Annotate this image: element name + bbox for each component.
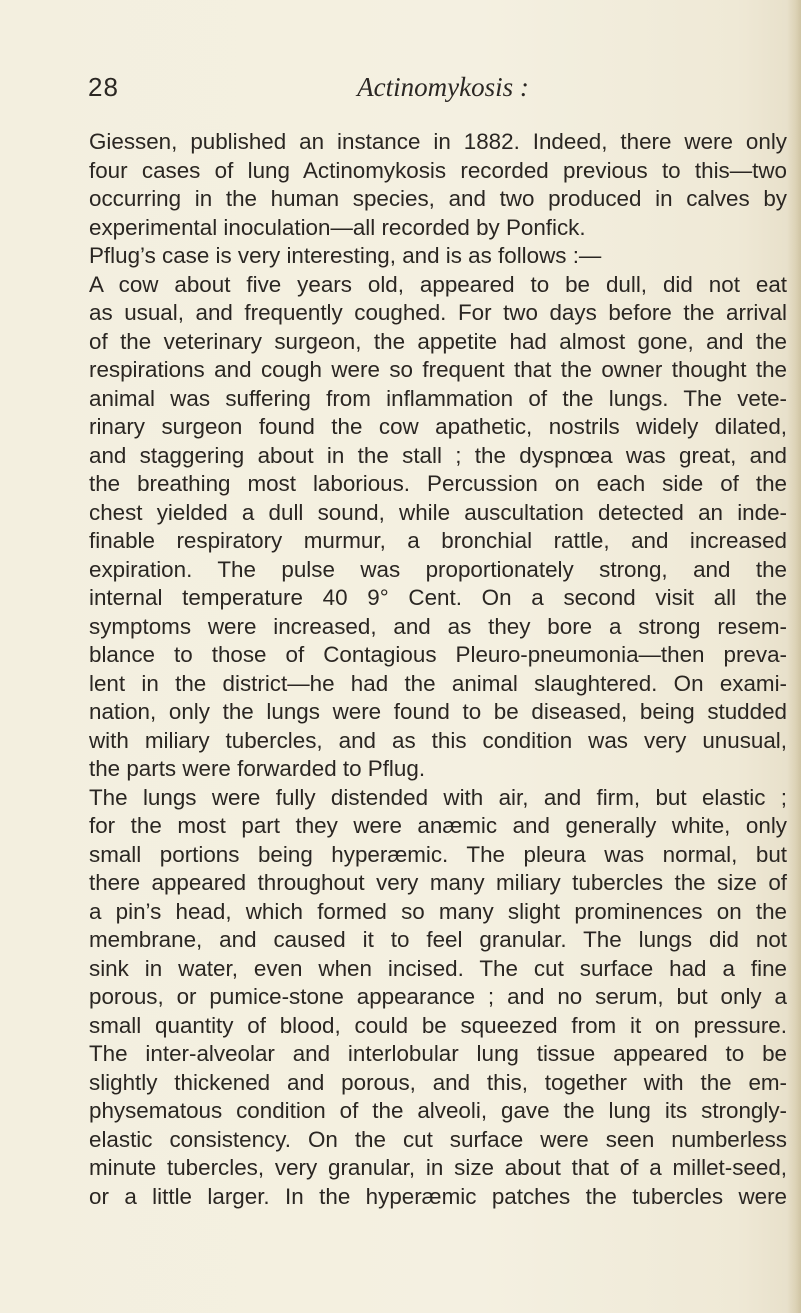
text-line: internal temperature 40 9° Cent. On a second visit all the — [89, 585, 787, 610]
text-line: the parts were forwarded to Pflug. — [89, 756, 426, 781]
text-line: A cow about five years old, appeared to be dull, did not eat — [89, 271, 787, 297]
text-line: chest yielded a dull sound, while auscultation detected an inde- — [89, 499, 787, 525]
body-text — [89, 128, 787, 1211]
page-edge-shadow — [787, 0, 801, 1313]
page-number: 28 — [88, 72, 119, 102]
text-line: elastic consistency. On the cut surface were seen numberless — [89, 1126, 787, 1152]
text-line: there appeared throughout very many miliary tubercles the size of — [89, 870, 787, 895]
text-line: the breathing most laborious. Percussion on each side of the — [89, 471, 787, 496]
text-line: minute tubercles, very granular, in size about that of a millet-seed, — [89, 1155, 787, 1180]
text-line: a pin’s head, which formed so many slight prominences on the — [89, 898, 787, 924]
text-line: Giessen, published an instance in 1882. Indeed, there were only — [89, 129, 787, 154]
paragraph — [89, 242, 787, 271]
text-line: finable respiratory murmur, a bronchial rattle, and increased — [89, 528, 787, 553]
page-header — [88, 72, 728, 112]
text-line: symptoms were increased, and as they bore a strong resem- — [89, 613, 787, 639]
text-line: of the veterinary surgeon, the appetite had almost gone, and the — [89, 328, 787, 354]
text-line: or a little larger. In the hyperæmic patches the tubercles were — [89, 1183, 787, 1209]
text-line: and staggering about in the stall ; the dyspnœa was great, and — [89, 442, 787, 468]
text-line: occurring in the human species, and two produced in calves by — [89, 186, 787, 211]
text-line: Pflug’s case is very interesting, and is as follows :— — [89, 243, 602, 268]
text-line: expiration. The pulse was proportionately strong, and the — [89, 556, 787, 582]
text-line: lent in the district—he had the animal slaughtered. On exami- — [89, 670, 787, 696]
text-line: as usual, and frequently coughed. For two days before the arrival — [89, 300, 787, 325]
text-line: membrane, and caused it to feel granular. The lungs did not — [89, 927, 787, 952]
text-line: blance to those of Contagious Pleuro-pneumonia—then preva- — [89, 642, 787, 667]
paragraph — [89, 784, 787, 1212]
text-line: small portions being hyperæmic. The pleura was normal, but — [89, 841, 787, 867]
text-line: porous, or pumice-stone appearance ; and no serum, but only a — [89, 984, 787, 1009]
running-title: Actinomykosis : — [357, 72, 529, 102]
text-line: experimental inoculation—all recorded by Ponfick. — [89, 214, 586, 240]
text-line: four cases of lung Actinomykosis recorded previous to this—two — [89, 157, 787, 183]
paragraph — [89, 271, 787, 784]
text-line: small quantity of blood, could be squeezed from it on pressure. — [89, 1012, 787, 1038]
text-line: physematous condition of the alveoli, gave the lung its strongly- — [89, 1098, 787, 1123]
text-line: sink in water, even when incised. The cut surface had a fine — [89, 955, 787, 981]
text-line: nation, only the lungs were found to be diseased, being studded — [89, 699, 787, 724]
text-line: The inter-alveolar and interlobular lung tissue appeared to be — [89, 1041, 787, 1066]
text-line: rinary surgeon found the cow apathetic, nostrils widely dilated, — [89, 414, 787, 439]
text-line: respirations and cough were so frequent that the owner thought the — [89, 357, 787, 382]
text-line: for the most part they were anæmic and generally white, only — [89, 813, 787, 838]
paragraph — [89, 128, 787, 242]
text-line: animal was suffering from inflammation of the lungs. The vete- — [89, 385, 787, 411]
text-line: with miliary tubercles, and as this condition was very unusual, — [89, 727, 787, 753]
text-line: slightly thickened and porous, and this, together with the em- — [89, 1069, 787, 1095]
text-line: The lungs were fully distended with air, and firm, but elastic ; — [89, 784, 787, 810]
